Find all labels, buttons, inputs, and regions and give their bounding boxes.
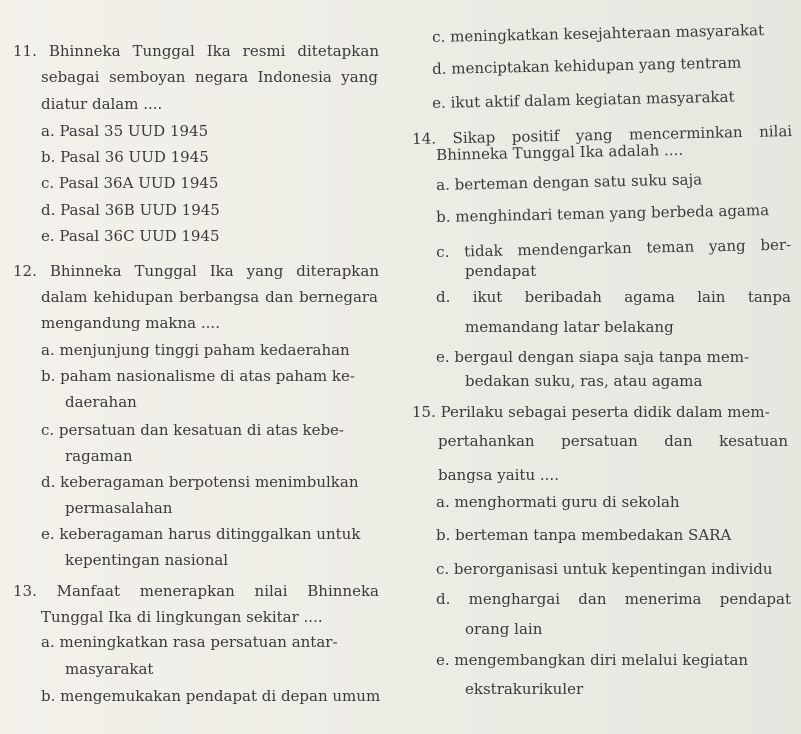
option-d: d. keberagaman berpotensi menimbulkan — [41, 473, 359, 491]
option-c-cont: pendapat — [465, 262, 537, 280]
option-c-cont: ragaman — [65, 447, 133, 465]
option-d: d. Pasal 36B UUD 1945 — [41, 201, 220, 219]
option-e-cont: kepentingan nasional — [65, 551, 229, 569]
option-b-cont: daerahan — [65, 393, 137, 411]
option-e-cont: ekstrakurikuler — [465, 680, 584, 698]
option-b: b. paham nasionalisme di atas paham ke- — [41, 367, 355, 385]
question-text: 11. Bhinneka Tunggal Ika resmi ditetapkan — [13, 42, 379, 60]
option-b: b. menghindari teman yang berbeda agama — [436, 201, 770, 226]
option-e: e. bergaul dengan siapa saja tanpa mem- — [436, 348, 750, 366]
option-c: c. Pasal 36A UUD 1945 — [41, 174, 219, 192]
option-e: e. keberagaman harus ditinggalkan untuk — [41, 525, 361, 543]
option-e: e. Pasal 36C UUD 1945 — [41, 227, 220, 245]
question-text: sebagai semboyan negara Indonesia yang — [41, 68, 378, 86]
option-d-cont: permasalahan — [65, 499, 173, 517]
option-c: c. meningkatkan kesejahteraan masyarakat — [432, 21, 765, 46]
question-text: dalam kehidupan berbangsa dan bernegara — [41, 288, 378, 306]
option-b: b. mengemukakan pendapat di depan umum — [41, 687, 381, 705]
question-number: 13. — [13, 582, 37, 600]
option-b: b. berteman tanpa membedakan SARA — [436, 526, 732, 544]
option-c: c. berorganisasi untuk kepentingan individu — [436, 560, 773, 578]
option-d: d. menghargai dan menerima pendapat — [436, 590, 791, 608]
option-d: d. menciptakan kehidupan yang tentram — [432, 53, 742, 78]
option-b: b. Pasal 36 UUD 1945 — [41, 148, 209, 166]
option-c: c. tidak mendengarkan teman yang ber- — [436, 235, 792, 261]
question-number: 12. — [13, 262, 37, 280]
question-text: 15. Perilaku sebagai peserta didik dalam mem- — [412, 403, 770, 421]
option-e: e. ikut aktif dalam kegiatan masyarakat — [432, 87, 735, 112]
question-text: diatur dalam .... — [41, 95, 163, 113]
question-text: pertahankan persatuan dan kesatuan — [438, 432, 788, 450]
option-c: c. persatuan dan kesatuan di atas kebe- — [41, 421, 344, 439]
question-text: 14. Sikap positif yang mencerminkan nilai — [412, 122, 793, 148]
question-text: 13. Manfaat menerapkan nilai Bhinneka — [13, 582, 379, 600]
option-a: a. menghormati guru di sekolah — [436, 493, 680, 511]
question-number: 14. — [412, 129, 437, 148]
question-number: 15. — [412, 403, 436, 421]
option-d-cont: memandang latar belakang — [465, 318, 674, 336]
option-e: e. mengembangkan diri melalui kegiatan — [436, 651, 749, 669]
question-text: Tunggal Ika di lingkungan sekitar .... — [41, 608, 323, 626]
option-e-cont: bedakan suku, ras, atau agama — [465, 372, 703, 390]
question-text: bangsa yaitu .... — [438, 466, 559, 484]
question-text: Bhinneka Tunggal Ika adalah .... — [436, 140, 684, 164]
option-a-cont: masyarakat — [65, 660, 154, 678]
question-number: 11. — [13, 42, 37, 60]
option-a: a. berteman dengan satu suku saja — [436, 170, 703, 194]
option-a: a. menjunjung tinggi paham kedaerahan — [41, 341, 350, 359]
option-a: a. Pasal 35 UUD 1945 — [41, 122, 209, 140]
option-d: d. ikut beribadah agama lain tanpa — [436, 288, 791, 306]
option-a: a. meningkatkan rasa persatuan antar- — [41, 633, 338, 651]
option-d-cont: orang lain — [465, 620, 543, 638]
question-text: mengandung makna .... — [41, 314, 220, 332]
question-text: 12. Bhinneka Tunggal Ika yang diterapkan — [13, 262, 379, 280]
